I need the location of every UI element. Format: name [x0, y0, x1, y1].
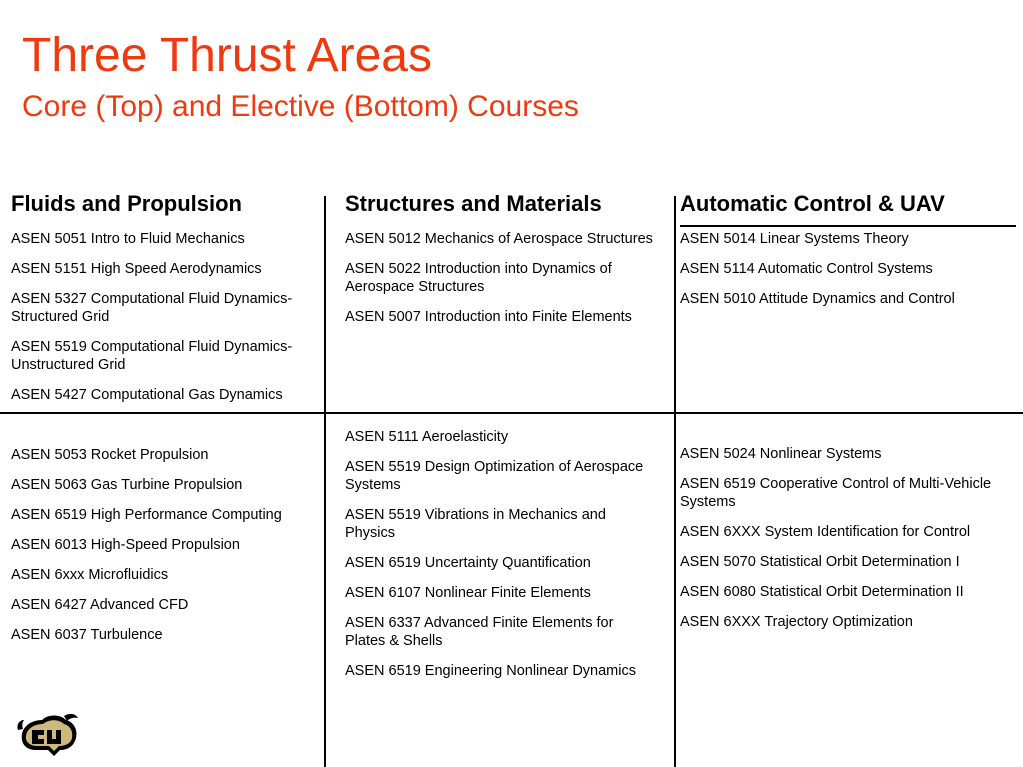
core-course-list-structures	[345, 230, 672, 338]
course-item: ASEN 5014 Linear Systems Theory	[680, 231, 909, 247]
course-item: ASEN 6427 Advanced CFD	[11, 597, 189, 613]
elective-course-list-control	[680, 445, 1015, 643]
column-header: Structures and Materials	[345, 191, 602, 216]
course-item: ASEN 5012 Mechanics of Aerospace Structures	[345, 231, 653, 247]
course-item: ASEN 6XXX Trajectory Optimization	[680, 614, 913, 630]
column-fluids-propulsion	[11, 193, 242, 215]
column-header: Fluids and Propulsion	[11, 191, 242, 216]
slide-subtitle: Core (Top) and Elective (Bottom) Courses	[22, 90, 579, 123]
course-item: ASEN 5010 Attitude Dynamics and Control	[680, 291, 955, 307]
course-item: ASEN 5070 Statistical Orbit Determination I	[680, 554, 960, 570]
course-item: ASEN 5063 Gas Turbine Propulsion	[11, 477, 243, 493]
elective-course-list-structures	[345, 428, 663, 692]
core-course-list-fluids	[11, 230, 316, 416]
course-item: ASEN 5024 Nonlinear Systems	[680, 446, 882, 462]
column-structures-materials	[345, 193, 602, 215]
column-divider-2	[674, 196, 676, 767]
header-rule	[680, 225, 1016, 227]
course-item: ASEN 6XXX System Identification for Control	[680, 524, 971, 540]
course-item: ASEN 5151 High Speed Aerodynamics	[11, 261, 262, 277]
course-item: ASEN 6519 Uncertainty Quantification	[345, 555, 591, 571]
course-item: ASEN 6080 Statistical Orbit Determination II	[680, 584, 964, 600]
course-item: ASEN 6xxx Microfluidics	[11, 567, 169, 583]
course-item: ASEN 5327 Computational Fluid Dynamics-Structured Grid	[11, 291, 293, 325]
core-course-list-control	[680, 230, 1015, 320]
course-item: ASEN 6337 Advanced Finite Elements for Plates & Shells	[345, 615, 614, 649]
course-item: ASEN 5427 Computational Gas Dynamics	[11, 387, 283, 403]
course-item: ASEN 6037 Turbulence	[11, 627, 163, 643]
course-item: ASEN 5519 Vibrations in Mechanics and Physics	[345, 507, 606, 541]
course-item: ASEN 6107 Nonlinear Finite Elements	[345, 585, 591, 601]
course-item: ASEN 6013 High-Speed Propulsion	[11, 537, 240, 553]
course-item: ASEN 5114 Automatic Control Systems	[680, 261, 933, 277]
course-item: ASEN 5007 Introduction into Finite Elements	[345, 309, 632, 325]
column-automatic-control	[680, 193, 945, 215]
course-item: ASEN 6519 High Performance Computing	[11, 507, 282, 523]
course-item: ASEN 5022 Introduction into Dynamics of Aerospace Structures	[345, 261, 612, 295]
column-divider-1	[324, 196, 326, 767]
column-header: Automatic Control & UAV	[680, 191, 945, 216]
cu-buffalo-logo	[14, 710, 82, 760]
slide-title: Three Thrust Areas	[22, 29, 432, 82]
course-item: ASEN 6519 Engineering Nonlinear Dynamics	[345, 663, 636, 679]
course-item: ASEN 5111 Aeroelasticity	[345, 429, 509, 445]
elective-course-list-fluids	[11, 446, 316, 656]
course-item: ASEN 5519 Design Optimization of Aerospace Systems	[345, 459, 644, 493]
course-item: ASEN 5053 Rocket Propulsion	[11, 447, 209, 463]
course-item: ASEN 5051 Intro to Fluid Mechanics	[11, 231, 245, 247]
course-item: ASEN 6519 Cooperative Control of Multi-Vehicle Systems	[680, 476, 992, 510]
course-item: ASEN 5519 Computational Fluid Dynamics-Unstructured Grid	[11, 339, 293, 373]
